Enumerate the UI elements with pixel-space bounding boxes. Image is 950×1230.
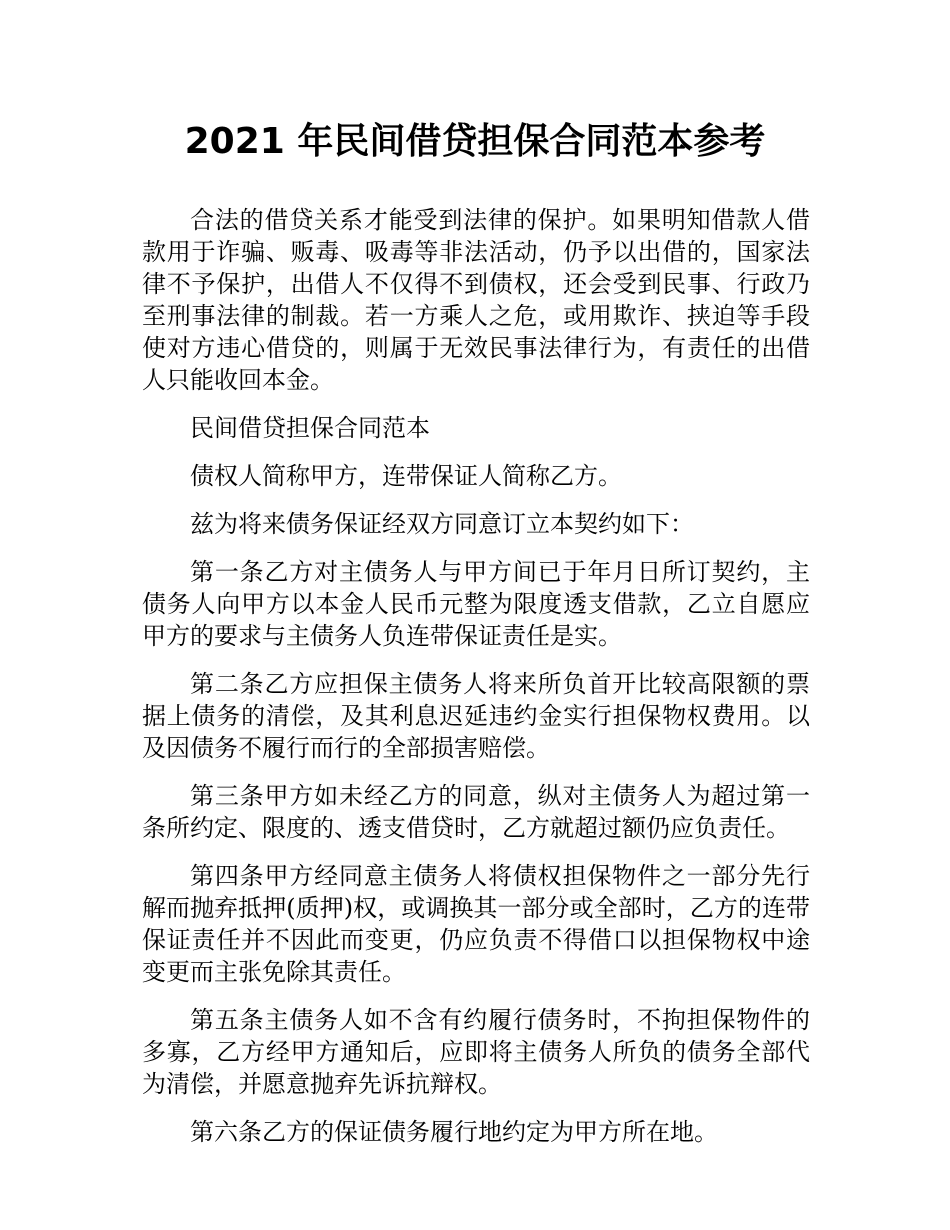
paragraph-intro: 合法的借贷关系才能受到法律的保护。如果明知借款人借款用于诈骗、贩毒、吸毒等非法活动，仍予以出借的，国家法律不予保护，出借人不仅得不到债权，还会受到民事、行政乃至刑事法律的制裁。若一方乘人之危，或用欺诈、挟迫等手段使对方违心借贷的，则属于无效民事法律行为，有责任的出借人只能收回本金。 xyxy=(142,206,810,394)
paragraph-article-1: 第一条乙方对主债务人与甲方间已于年月日所订契约，主债务人向甲方以本金人民币元整为限度透支借款，乙立自愿应甲方的要求与主债务人负连带保证责任是实。 xyxy=(142,558,810,650)
paragraph-article-5: 第五条主债务人如不含有约履行债务时，不拘担保物件的多寡，乙方经甲方通知后，应即将主债务人所负的债务全部代为清偿，并愿意抛弃先诉抗辩权。 xyxy=(142,1006,810,1098)
document-body xyxy=(142,204,810,1164)
paragraph-parties: 债权人简称甲方，连带保证人简称乙方。 xyxy=(190,462,622,490)
paragraph-template-heading: 民间借贷担保合同范本 xyxy=(190,414,430,442)
paragraph-agreement-preamble: 兹为将来债务保证经双方同意订立本契约如下： xyxy=(190,510,694,538)
paragraph-article-4: 第四条甲方经同意主债务人将债权担保物件之一部分先行解而抛弃抵押(质押)权，或调换其一部分或全部时，乙方的连带保证责任并不因此而变更，仍应负责不得借口以担保物权中途变更而主张免除其责任。 xyxy=(142,862,810,986)
paragraph-article-3: 第三条甲方如未经乙方的同意，纵对主债务人为超过第一条所约定、限度的、透支借贷时，乙方就超过额仍应负责任。 xyxy=(142,782,810,842)
paragraph-article-6: 第六条乙方的保证债务履行地约定为甲方所在地。 xyxy=(190,1118,718,1146)
document-title: 2021 年民间借贷担保合同范本参考 xyxy=(184,121,766,162)
paragraph-article-2: 第二条乙方应担保主债务人将来所负首开比较高限额的票据上债务的清偿，及其利息迟延违约金实行担保物权费用。以及因债务不履行而行的全部损害赔偿。 xyxy=(142,670,810,762)
